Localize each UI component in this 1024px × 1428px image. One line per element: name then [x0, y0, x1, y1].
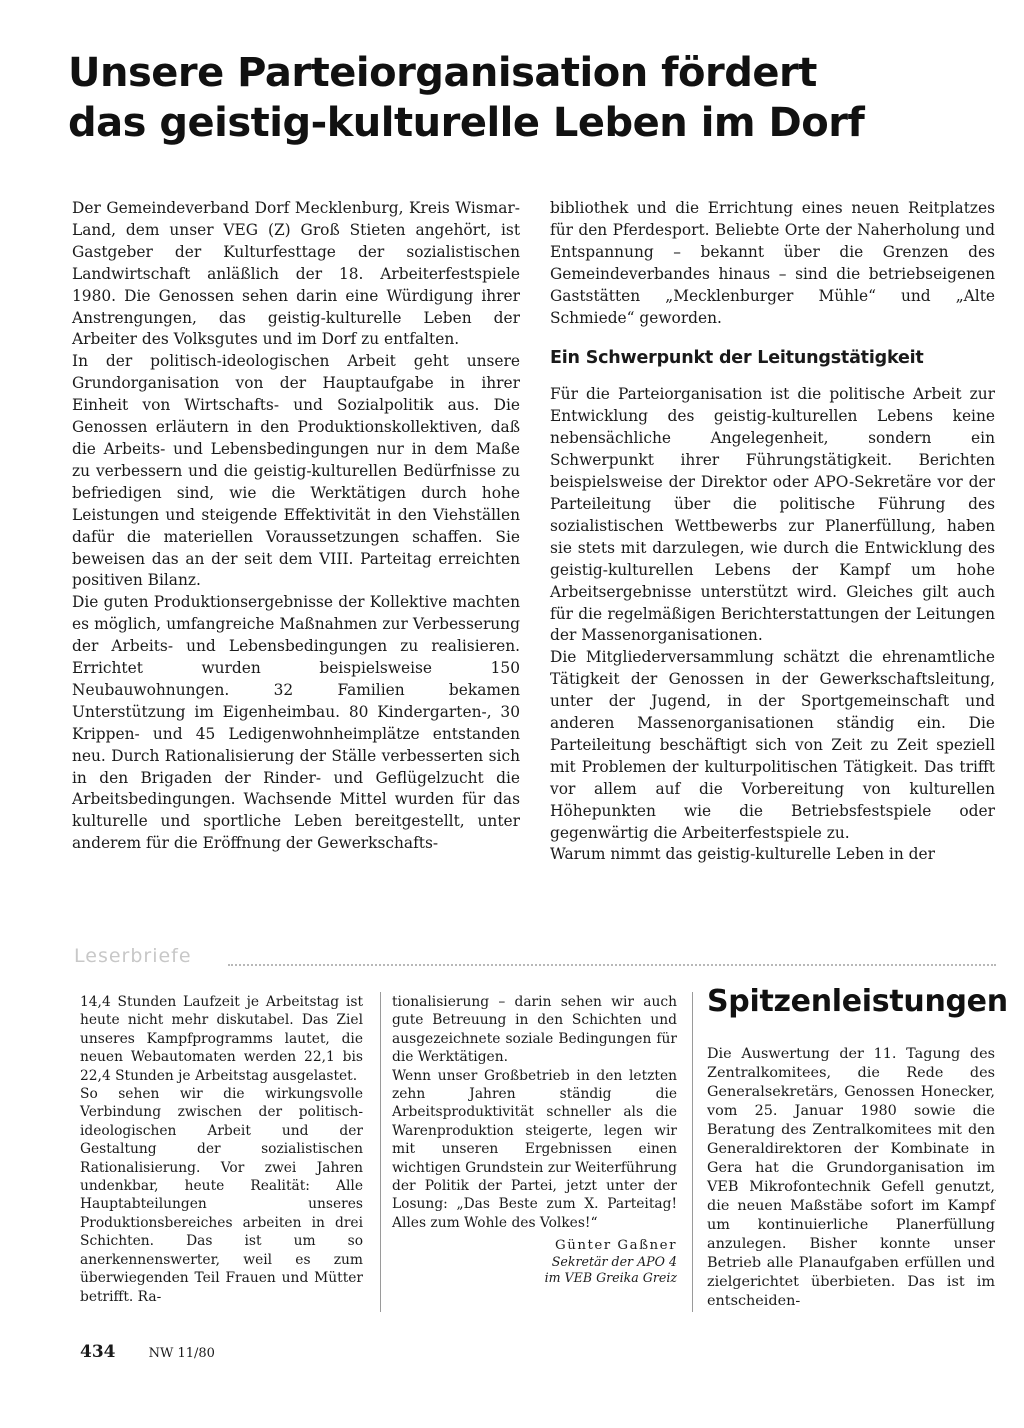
section-divider — [228, 964, 996, 966]
letter-column-1 — [80, 993, 363, 1306]
signature-name: Günter Gaßner — [555, 1238, 677, 1254]
headline-line-2: das geistig-kulturelle Leben im Dorf — [68, 100, 865, 146]
letter-paragraph: tionalisierung – darin sehen wir auch gute Betreuung in den Schichten und ausgezeichnete soziale Bedingungen für die Werktätigen. — [392, 994, 677, 1066]
article-paragraph: Die guten Produktionsergebnisse der Kollektive machten es möglich, umfangreiche Maßnahmen zur Verbesserung der Arbeits- und Lebensbedingungen zu realisieren. Errichtet wurden beispielsweise 150 Neubauwohnungen. 32 Familien bekamen Unterstützung im Eigenheimbau. 80 Kindergarten-, 30 Krippen- und 45 Ledigenwohnheimplätze entstanden neu. Durch Rationalisierung der Ställe verbesserten sich in den Brigaden der Rinder- und Geflügelzucht die Arbeitsbedingungen. Wachsende Mittel wurden für das kulturelle und sportliche Leben bereitgestellt, unter anderem für die Eröffnung der Gewerkschafts- — [72, 593, 520, 853]
page-footer — [80, 1342, 215, 1362]
sidebar-text — [707, 1045, 995, 1311]
letter-signature — [392, 1238, 677, 1286]
article-paragraph: Warum nimmt das geistig-kulturelle Leben in der — [550, 845, 935, 864]
article-column-right — [550, 198, 995, 866]
headline-line-1: Unsere Parteiorganisation fördert — [68, 50, 817, 96]
sidebar-title: Spitzenleistungen — [707, 984, 1008, 1019]
article-paragraph: bibliothek und die Errichtung eines neuen Reitplatzes für den Pferdesport. Beliebte Orte der Naherholung und Entspannung – bekannt über die Grenzen des Gemeindeverbandes hinaus – sind die betriebseigenen Gaststätten „Mecklenburger Mühle“ und „Alte Schmiede“ geworden. — [550, 199, 995, 327]
page-number: 434 — [80, 1342, 116, 1362]
section-label-leserbriefe: Leserbriefe — [74, 945, 192, 967]
column-divider — [692, 992, 693, 1312]
article-paragraph: Der Gemeindeverband Dorf Mecklenburg, Kreis Wismar-Land, dem unser VEG (Z) Groß Stieten angehört, ist Gastgeber der Kulturfesttage der sozialistischen Landwirtschaft anläßlich der 18. Arbeiterfestspiele 1980. Die Genossen sehen darin eine Würdigung ihrer Anstrengungen, das geistig-kulturelle Leben der Arbeiter des Volksgutes und im Dorf zu entfalten. — [72, 199, 520, 349]
article-paragraph: Die Mitgliederversammlung schätzt die ehrenamtliche Tätigkeit der Genossen in der Gewerkschaftsleitung, unter der Jugend, in der Sportgemeinschaft und anderen Massenorganisationen ständig ein. Die Parteileitung beschäftigt sich von Zeit zu Zeit speziell mit Problemen der kulturpolitischen Tätigkeit. Das trifft vor allem auf die Vorbereitung von kulturellen Höhepunkten wie die Betriebsfestspiele oder gegenwärtig die Arbeiterfestspiele zu. — [550, 648, 995, 842]
sidebar-paragraph: Die Auswertung der 11. Tagung des Zentralkomitees, die Rede des Generalsekretärs, Genossen Honecker, vom 25. Januar 1980 sowie die Beratung des Zentralkomitees mit den Generaldirektoren der Kombinate in Gera hat die Grundorganisation im VEB Mikrofontechnik Gefell genutzt, die neuen Maßstäbe sofort im Kampf um kontinuierliche Planerfüllung anzulegen. Bisher konnte unser Betrieb alle Planaufgaben erfüllen und zielgerichtet überbieten. Das ist im entscheiden- — [707, 1046, 995, 1309]
article-paragraph: Für die Parteiorganisation ist die politische Arbeit zur Entwicklung des geistig-kulturellen Lebens keine nebensächliche Angelegenheit, sondern ein Schwerpunkt ihrer Führungstätigkeit. Berichten beispielsweise der Direktor oder APO-Sekretäre vor der Parteileitung über die politische Führung des sozialistischen Wettbewerbs zur Planerfüllung, haben sie stets mit darzulegen, wie durch die Entwicklung des geistig-kulturellen Lebens der Kampf um hohe Arbeitsergebnisse unterstützt wird. Gleiches gilt auch für die regelmäßigen Berichterstattungen der Leitungen der Massenorganisationen. — [550, 385, 995, 645]
article-paragraph: In der politisch-ideologischen Arbeit geht unsere Grundorganisation von der Hauptaufgabe in ihrer Einheit von Wirtschafts- und Sozialpolitik aus. Die Genossen erläutern in den Produktionskollektiven, daß die Arbeits- und Lebensbedingungen nur in dem Maße zu verbessern und die geistig-kulturellen Bedürfnisse zu befriedigen sind, wie die Werktätigen durch hohe Leistungen und steigende Effektivität in den Viehställen dafür die materiellen Voraussetzungen schaffen. Sie beweisen das an der seit dem VIII. Parteitag erreichten positiven Bilanz. — [72, 352, 520, 590]
letter-paragraph: 14,4 Stunden Laufzeit je Arbeitstag ist heute nicht mehr diskutabel. Das Ziel unseres Kampfprogramms lautet, die neuen Webautomaten werden 22,1 bis 22,4 Stunden je Arbeitstag ausgelastet. — [80, 994, 363, 1084]
issue-label: NW 11/80 — [148, 1346, 215, 1361]
article-headline — [68, 48, 968, 148]
article-column-left — [72, 198, 520, 855]
letter-paragraph: So sehen wir die wirkungsvolle Verbindung zwischen der politisch-ideologischen Arbeit und der Gestaltung der sozialistischen Rationalisierung. Vor zwei Jahren undenkbar, heute Realität: Alle Hauptabteilungen unseres Produktionsbereiches arbeiten in drei Schichten. Das ist um so anerkennenswerter, weil es zum überwiegenden Teil Frauen und Mütter betrifft. Ra- — [80, 1086, 363, 1305]
article-subheading: Ein Schwerpunkt der Leitungstätigkeit — [550, 348, 924, 369]
letter-paragraph: Wenn unser Großbetrieb in den letzten zehn Jahren ständig die Arbeitsproduktivität schneller als die Warenproduktion steigerte, legen wir mit unseren Ergebnissen einen wichtigen Grundstein zur Weiterführung der Politik der Partei, jetzt unter der Losung: „Das Beste zum X. Parteitag! Alles zum Wohle des Volkes!“ — [392, 1067, 677, 1231]
column-divider — [380, 992, 381, 1312]
signature-place: im VEB Greika Greiz — [544, 1270, 677, 1286]
letter-column-2 — [392, 993, 677, 1286]
signature-role: Sekretär der APO 4 — [551, 1254, 677, 1270]
